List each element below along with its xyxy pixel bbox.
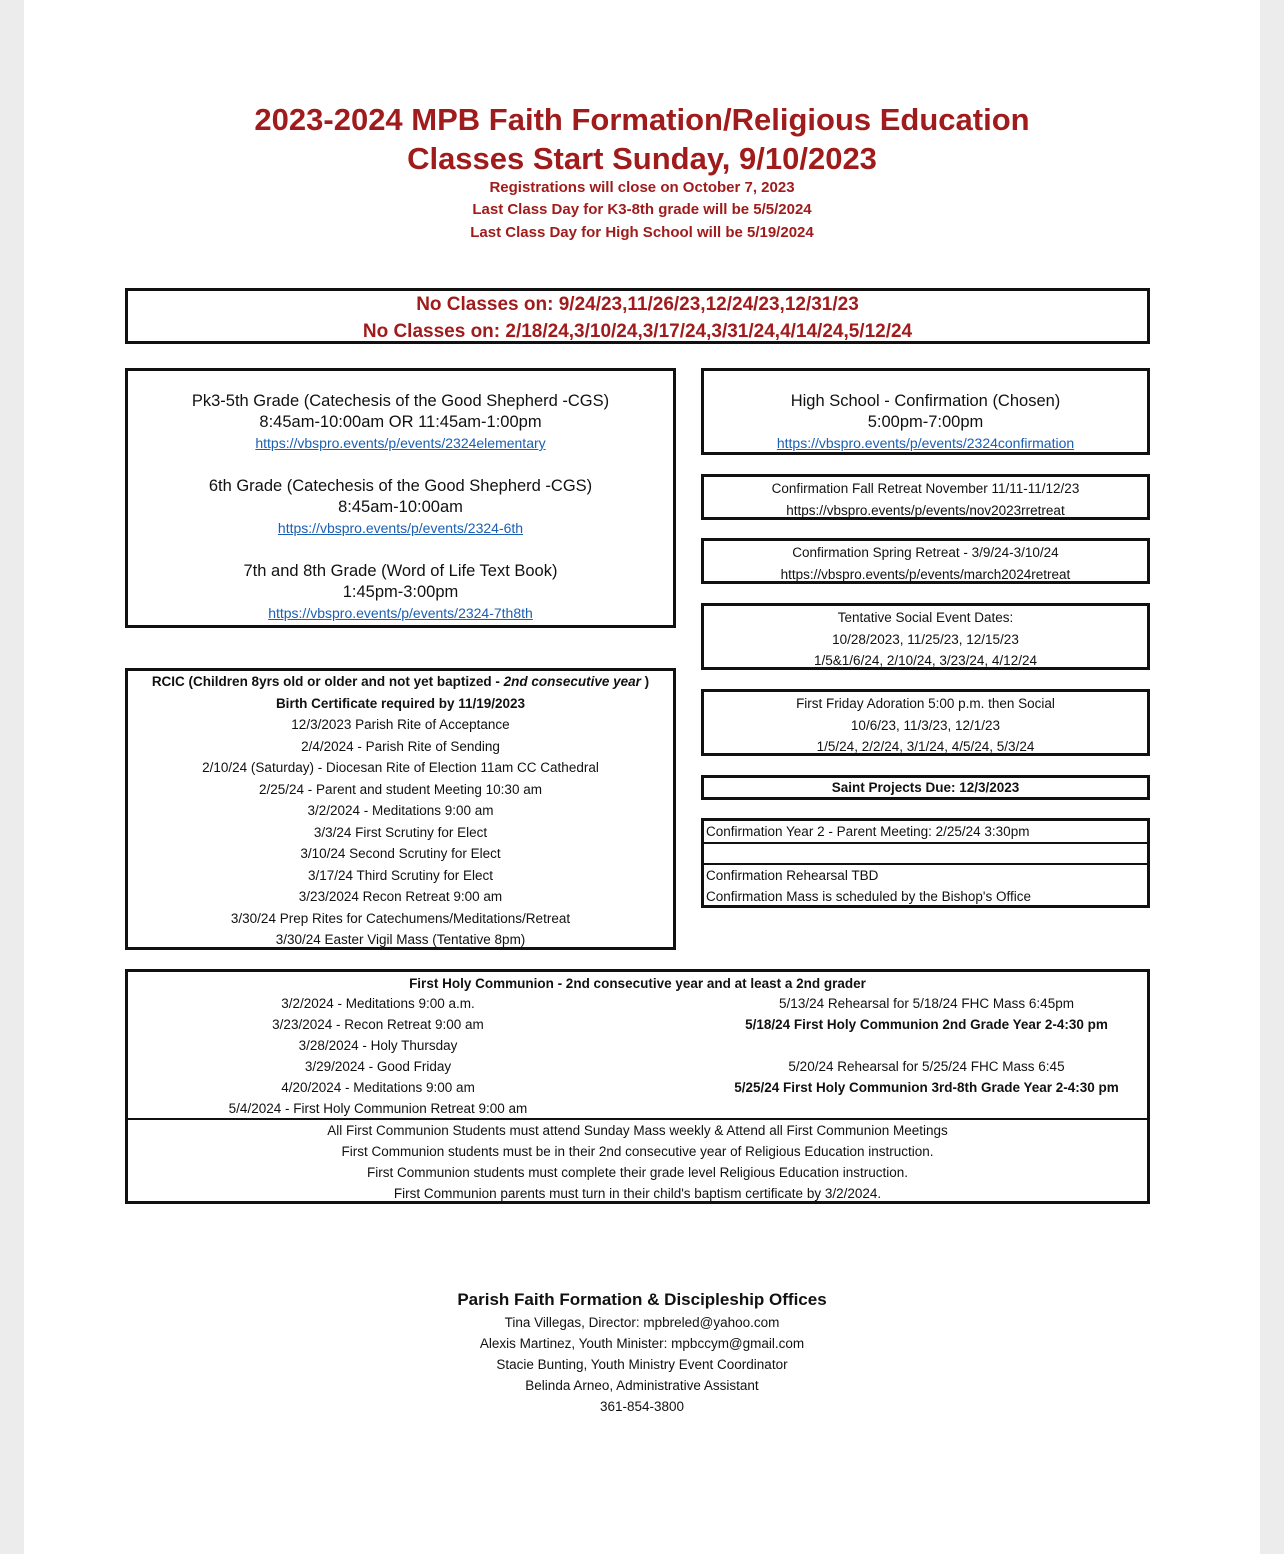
fall-retreat-box (701, 474, 1150, 520)
fhc-note: First Communion parents must turn in their child's baptism certificate by 3/2/2024. (393, 1186, 882, 1201)
rcic-item: 3/3/24 First Scrutiny for Elect (313, 824, 488, 840)
footer-title: Parish Faith Formation & Discipleship Offices (457, 1290, 827, 1309)
rcic-title-end: ) (640, 674, 650, 689)
fhc-left-item: 5/4/2024 - First Holy Communion Retreat 9:00 am (228, 1101, 528, 1116)
rcic-item: 3/30/24 Easter Vigil Mass (Tentative 8pm) (275, 932, 526, 947)
grade-time: 1:45pm-3:00pm (342, 583, 459, 601)
social-dates-1: 10/28/2023, 11/25/23, 12/15/23 (832, 631, 1019, 647)
high-school-box (701, 368, 1150, 455)
grade-link-7th8th[interactable]: https://vbspro.events/p/events/2324-7th8th (268, 605, 533, 621)
fall-retreat-url: https://vbspro.events/p/events/nov2023rretreat (786, 502, 1065, 518)
rcic-item: 3/30/24 Prep Rites for Catechumens/Meditations/Retreat (230, 910, 571, 926)
footer-contacts (0, 1312, 1284, 1417)
fhc-left-item: 3/29/2024 - Good Friday (304, 1059, 452, 1074)
divider (704, 842, 1147, 844)
grade-name: Pk3-5th Grade (Catechesis of the Good Shepherd -CGS) (191, 392, 610, 410)
footer-line: 361-854-3800 (599, 1399, 685, 1414)
rcic-item: 2/4/2024 - Parish Rite of Sending (301, 738, 500, 754)
spring-retreat-title: Confirmation Spring Retreat - 3/9/24-3/10/24 (792, 545, 1059, 560)
last-class-k3-8: Last Class Day for K3-8th grade will be 5/5/2024 (472, 201, 812, 218)
fhc-left-item: 3/2/2024 - Meditations 9:00 a.m. (281, 996, 475, 1011)
no-classes-box (125, 288, 1150, 344)
adoration-dates-1: 10/6/23, 11/3/23, 12/1/23 (850, 717, 1001, 733)
saint-projects-box (701, 775, 1150, 800)
rcic-title-italic: 2nd consecutive year (503, 674, 641, 689)
fhc-left-item: 3/23/2024 - Recon Retreat 9:00 am (272, 1017, 484, 1032)
fhc-box (125, 969, 1150, 1204)
grade-name: 7th and 8th Grade (Word of Life Text Book) (243, 562, 558, 580)
footer-line: Belinda Arneo, Administrative Assistant (525, 1378, 759, 1393)
grade-link-6th[interactable]: https://vbspro.events/p/events/2324-6th (277, 520, 524, 536)
fhc-note: First Communion students must be in their 2nd consecutive year of Religious Education instruction. (341, 1144, 934, 1159)
fhc-note: All First Communion Students must attend Sunday Mass weekly & Attend all First Communion Meetings (327, 1123, 948, 1138)
no-classes-spring: No Classes on: 2/18/24,3/10/24,3/17/24,3/31/24,4/14/24,5/12/24 (362, 321, 913, 342)
no-classes-fall: No Classes on: 9/24/23,11/26/23,12/24/23,12/31/23 (416, 294, 859, 315)
rcic-title-text: RCIC (Children 8yrs old or older and not yet baptized - (151, 674, 504, 689)
rcic-title (128, 671, 673, 693)
confirmation-parent-meeting: Confirmation Year 2 - Parent Meeting: 2/25/24 3:30pm (706, 824, 1030, 839)
hs-time: 5:00pm-7:00pm (867, 413, 984, 431)
grades-box (125, 368, 676, 628)
spring-retreat-box (701, 538, 1150, 584)
social-dates-2: 1/5&1/6/24, 2/10/24, 3/23/24, 4/12/24 (814, 653, 1037, 668)
saint-projects: Saint Projects Due: 12/3/2023 (831, 780, 1020, 795)
fhc-note: First Communion students must complete their grade level Religious Education instruction. (366, 1165, 908, 1180)
fhc-right-item: 5/18/24 First Holy Communion 2nd Grade Year 2-4:30 pm (745, 1017, 1108, 1032)
hs-link[interactable]: https://vbspro.events/p/events/2324confirmation (776, 435, 1075, 451)
confirmation-info-box (701, 818, 1150, 908)
spring-retreat-url: https://vbspro.events/p/events/march2024retreat (780, 566, 1071, 582)
grade-link-elementary[interactable]: https://vbspro.events/p/events/2324elementary (255, 435, 546, 451)
grade-time: 8:45am-10:00am OR 11:45am-1:00pm (259, 413, 542, 431)
rcic-item: 3/23/2024 Recon Retreat 9:00 am (298, 889, 503, 904)
adoration-box (701, 689, 1150, 756)
fhc-title: First Holy Communion - 2nd consecutive year and at least a 2nd grader (409, 976, 866, 991)
footer-line: Alexis Martinez, Youth Minister: mpbccym@gmail.com (479, 1336, 805, 1351)
confirmation-mass: Confirmation Mass is scheduled by the Bishop's Office (706, 889, 1031, 904)
rcic-item: 3/2/2024 - Meditations 9:00 am (307, 803, 494, 818)
last-class-hs: Last Class Day for High School will be 5/19/2024 (470, 224, 814, 241)
rcic-item: 12/3/2023 Parish Rite of Acceptance (291, 717, 510, 732)
rcic-birth-cert: Birth Certificate required by 11/19/2023 (275, 695, 526, 711)
grade-name: 6th Grade (Catechesis of the Good Shepherd -CGS) (208, 477, 593, 495)
rcic-item: 3/10/24 Second Scrutiny for Elect (300, 846, 501, 861)
fhc-right-item: 5/25/24 First Holy Communion 3rd-8th Grade Year 2-4:30 pm (734, 1080, 1119, 1095)
rcic-item: 2/10/24 (Saturday) - Diocesan Rite of Election 11am CC Cathedral (202, 760, 599, 775)
fhc-right-item: 5/13/24 Rehearsal for 5/18/24 FHC Mass 6:45pm (779, 996, 1074, 1011)
grade-time: 8:45am-10:00am (338, 498, 463, 516)
footer-line: Tina Villegas, Director: mpbreled@yahoo.com (504, 1315, 780, 1330)
adoration-title: First Friday Adoration 5:00 p.m. then Social (796, 696, 1055, 711)
fall-retreat-title: Confirmation Fall Retreat November 11/11-11/12/23 (771, 481, 1080, 496)
footer-line: Stacie Bunting, Youth Ministry Event Coordinator (496, 1357, 788, 1372)
fhc-left-column (128, 993, 628, 1119)
fhc-left-item: 3/28/2024 - Holy Thursday (298, 1038, 458, 1053)
rcic-box (125, 668, 676, 950)
fhc-right-item: 5/20/24 Rehearsal for 5/25/24 FHC Mass 6:45 (788, 1059, 1065, 1074)
adoration-dates-2: 1/5/24, 2/2/24, 3/1/24, 4/5/24, 5/3/24 (816, 739, 1035, 754)
fhc-right-column (704, 993, 1149, 1098)
rcic-item: 2/25/24 - Parent and student Meeting 10:30 am (259, 781, 542, 797)
hs-name: High School - Confirmation (Chosen) (790, 392, 1061, 410)
fhc-left-item: 4/20/2024 - Meditations 9:00 am (281, 1080, 475, 1095)
registration-close: Registrations will close on October 7, 2023 (489, 179, 795, 196)
title-line-2: Classes Start Sunday, 9/10/2023 (407, 141, 877, 176)
title-line-1: 2023-2024 MPB Faith Formation/Religious Education (254, 102, 1030, 137)
social-box (701, 603, 1150, 670)
confirmation-rehearsal: Confirmation Rehearsal TBD (706, 868, 879, 883)
rcic-item: 3/17/24 Third Scrutiny for Elect (307, 867, 494, 883)
fhc-notes (128, 1120, 1147, 1204)
social-title: Tentative Social Event Dates: (837, 610, 1014, 625)
